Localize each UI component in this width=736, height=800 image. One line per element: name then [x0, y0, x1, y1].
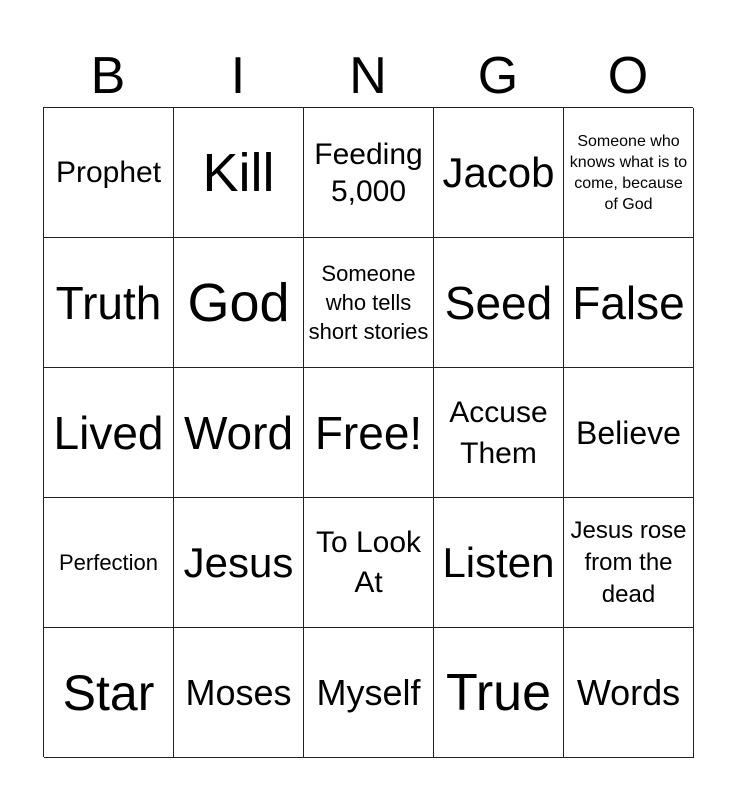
- cell-text: Someone who knows what is to come, because of God: [569, 132, 688, 213]
- cell-text: Believe: [576, 414, 681, 451]
- bingo-cell[interactable]: [434, 628, 564, 758]
- cell-text: Accuse Them: [449, 395, 548, 470]
- bingo-cell[interactable]: [564, 498, 694, 628]
- cell-text: Kill: [202, 142, 275, 203]
- cell-text: Moses: [185, 671, 292, 713]
- bingo-cell[interactable]: [174, 238, 304, 368]
- bingo-cell[interactable]: [174, 368, 304, 498]
- bingo-card-grid: [43, 107, 693, 757]
- bingo-cell[interactable]: [434, 238, 564, 368]
- bingo-cell[interactable]: [304, 238, 434, 368]
- bingo-cell[interactable]: [44, 498, 174, 628]
- header-letter-b: B: [90, 47, 126, 105]
- header-letter-n: N: [349, 47, 387, 105]
- bingo-cell[interactable]: [564, 628, 694, 758]
- cell-text: Words: [576, 671, 681, 713]
- bingo-cell[interactable]: [304, 498, 434, 628]
- bingo-cell[interactable]: [174, 628, 304, 758]
- cell-text: Someone who tells short stories: [308, 261, 429, 344]
- cell-text: Seed: [444, 276, 553, 329]
- cell-text: Jacob: [442, 148, 555, 196]
- cell-text: Feeding 5,000: [314, 137, 423, 208]
- cell-text: Free!: [314, 406, 423, 459]
- bingo-cell[interactable]: [304, 628, 434, 758]
- header-letter-g: G: [477, 47, 519, 105]
- cell-text: Lived: [53, 406, 164, 459]
- cell-text: Jesus: [183, 538, 294, 586]
- cell-text: Prophet: [55, 155, 162, 189]
- cell-text: True: [446, 663, 551, 722]
- bingo-cell[interactable]: [174, 108, 304, 238]
- cell-text: Jesus rose from the dead: [570, 516, 687, 608]
- cell-text: Listen: [442, 538, 555, 586]
- cell-text: God: [187, 272, 290, 333]
- cell-text: Perfection: [58, 549, 159, 575]
- header-letter-i: I: [230, 47, 246, 105]
- bingo-cell[interactable]: [44, 108, 174, 238]
- cell-text: Star: [62, 664, 155, 721]
- bingo-cell[interactable]: [44, 238, 174, 368]
- bingo-cell[interactable]: [304, 368, 434, 498]
- bingo-cell[interactable]: [564, 108, 694, 238]
- bingo-cell[interactable]: [44, 628, 174, 758]
- bingo-cell[interactable]: [434, 368, 564, 498]
- bingo-cell[interactable]: [44, 368, 174, 498]
- bingo-cell[interactable]: [434, 108, 564, 238]
- cell-text: False: [572, 276, 685, 329]
- cell-text: Myself: [316, 671, 421, 713]
- bingo-cell[interactable]: [304, 108, 434, 238]
- cell-text: Truth: [55, 276, 162, 329]
- bingo-cell[interactable]: [174, 498, 304, 628]
- cell-text: To Look At: [315, 525, 422, 599]
- bingo-cell[interactable]: [434, 498, 564, 628]
- bingo-cell[interactable]: [564, 238, 694, 368]
- cell-text: Word: [183, 406, 294, 459]
- bingo-header: [43, 48, 693, 104]
- header-letter-o: O: [607, 47, 649, 105]
- bingo-cell[interactable]: [564, 368, 694, 498]
